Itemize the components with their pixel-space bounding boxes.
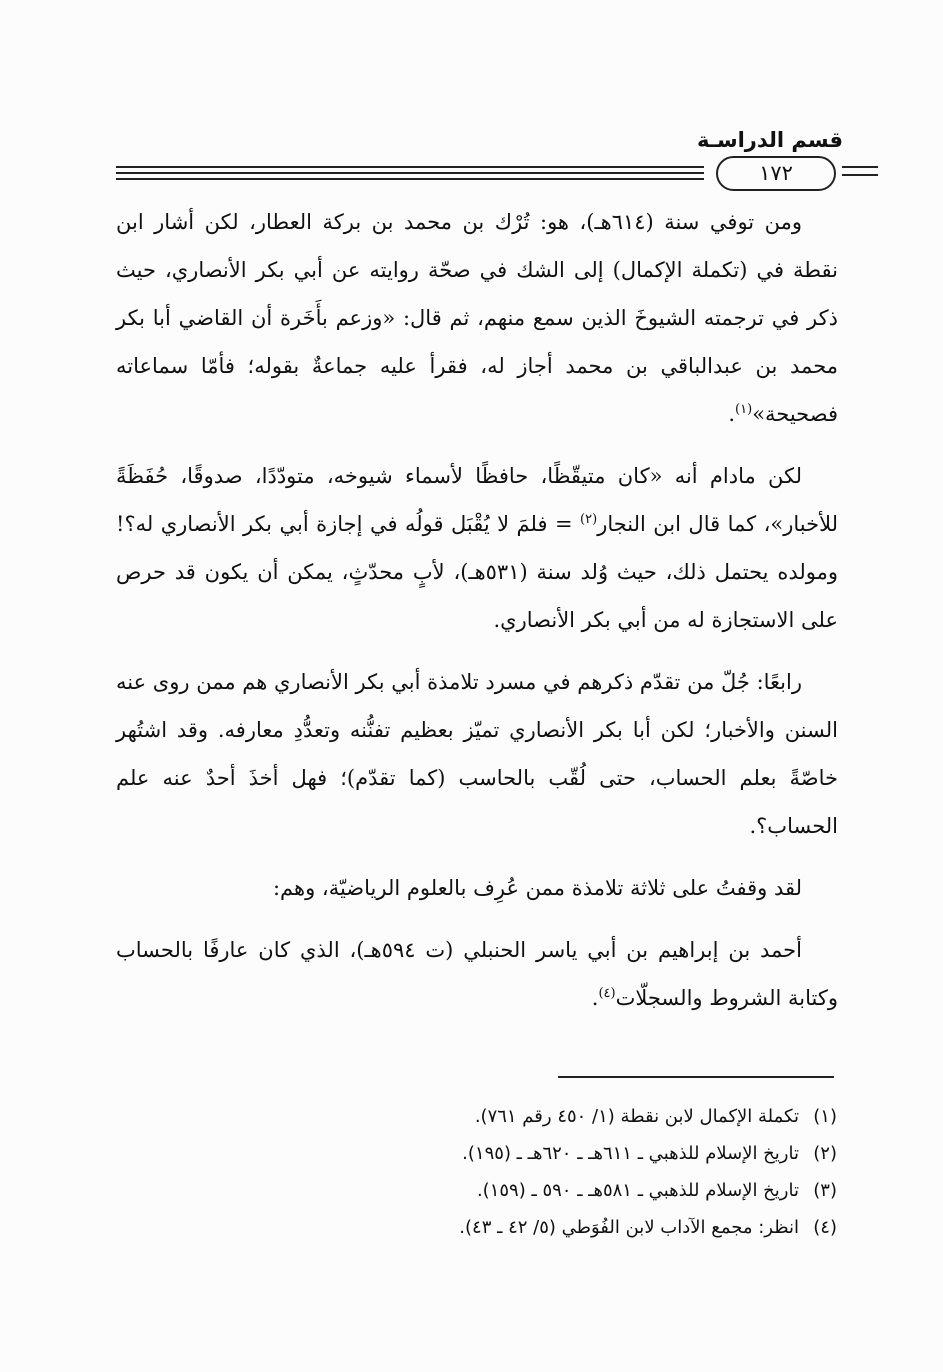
paragraph-4: [116, 864, 838, 912]
footnote-separator: [558, 1076, 834, 1078]
paragraph-tail: .: [728, 402, 736, 426]
paragraph-tail: = فلمَ لا يُقْبَل قولُه في إجازة أبي بكر الأنصاري له؟! ومولده يحتمل ذلك، حيث وُلد سنة (٥٣١هـ)، لأبٍ محدّثٍ، يمكن أن يكون قد حرص على الاستجازة له من أبي بكر الأنصاري.: [116, 512, 839, 632]
footnote-4: [277, 1209, 837, 1246]
footnote-number: (١): [813, 1106, 837, 1127]
page-number-dash-top: [842, 166, 878, 168]
header-rule-top: [116, 166, 704, 168]
footnote-3: [277, 1172, 837, 1209]
footnote-number: (٤): [813, 1217, 837, 1238]
footnote-1: [277, 1098, 837, 1135]
footnote-text: تاريخ الإسلام للذهبي ـ ٥٨١هـ ـ ٥٩٠ ـ (١٥٩).: [476, 1180, 799, 1201]
paragraph-text: لكن مادام أنه «كان متيقّظًا، حافظًا لأسماء شيوخه، متودّدًا، صدوقًا، حُفَظَةً للأخبار»، كما قال ابن النجار: [116, 464, 838, 536]
footnote-number: (٢): [813, 1143, 837, 1164]
page-number: ١٧٢: [716, 156, 836, 191]
footnote-ref: (٢): [580, 512, 598, 527]
paragraph-5: [116, 926, 838, 1022]
footnote-ref: (١): [735, 402, 753, 417]
footnote-ref: (٤): [598, 986, 616, 1001]
paragraph-text: لقد وقفتُ على ثلاثة تلامذة ممن عُرِف بالعلوم الرياضيّة، وهم:: [272, 876, 802, 900]
footnote-text: تاريخ الإسلام للذهبي ـ ٦١١هـ ـ ٦٢٠هـ ـ (١٩٥).: [462, 1143, 799, 1164]
footnote-text: تكملة الإكمال لابن نقطة (١/ ٤٥٠ رقم ٧٦١).: [474, 1106, 799, 1127]
footnotes: [277, 1098, 837, 1246]
paragraph-3: [116, 658, 838, 850]
paragraph-text: أحمد بن إبراهيم بن أبي ياسر الحنبلي (ت ٥٩٤هـ)، الذي كان عارفًا بالحساب وكتابة الشروط والسجلّات: [116, 938, 838, 1010]
page-number-dash-bottom: [842, 174, 878, 176]
footnote-2: [277, 1135, 837, 1172]
header-rule-bottom: [116, 178, 704, 180]
footnote-number: (٣): [813, 1180, 837, 1201]
paragraph-text: ومن توفي سنة (٦١٤هـ)، هو: تُرْك بن محمد بن بركة العطار، لكن أشار ابن نقطة في (تكملة الإكمال) إلى الشك في صحّة روايته عن أبي بكر الأنصاري، حيث ذكر في ترجمته الشيوخَ الذين سمع منهم، ثم قال: «وزعم بأَخَرة أن القاضي أبا بكر محمد بن عبدالباقي بن محمد أجاز له، فقرأ عليه جماعةٌ بقوله؛ فأمّا سماعاته فصحيحة»: [116, 210, 838, 426]
paragraph-tail: .: [591, 986, 599, 1010]
paragraph-2: [116, 452, 838, 644]
paragraph-text: رابعًا: جُلّ من تقدّم ذكرهم في مسرد تلامذة أبي بكر الأنصاري هم ممن روى عنه السنن والأخبار؛ لكن أبا بكر الأنصاري تميّز بعظيم تفنُّنه وتعدُّدِ معارفه. وقد اشتُهر خاصّةً بعلم الحساب، حتى لُقّب بالحاسب (كما تقدّم)؛ فهل أخذَ أحدٌ عنه علم الحساب؟.: [116, 670, 838, 838]
main-text: [116, 198, 838, 1022]
paragraph-1: [116, 198, 838, 438]
header-rule-mid: [116, 172, 704, 174]
footnote-text: انظر: مجمع الآداب لابن الفُوَطي (٥/ ٤٢ ـ ٤٣).: [459, 1217, 799, 1238]
section-title: قسم الدراسـة: [697, 128, 843, 152]
